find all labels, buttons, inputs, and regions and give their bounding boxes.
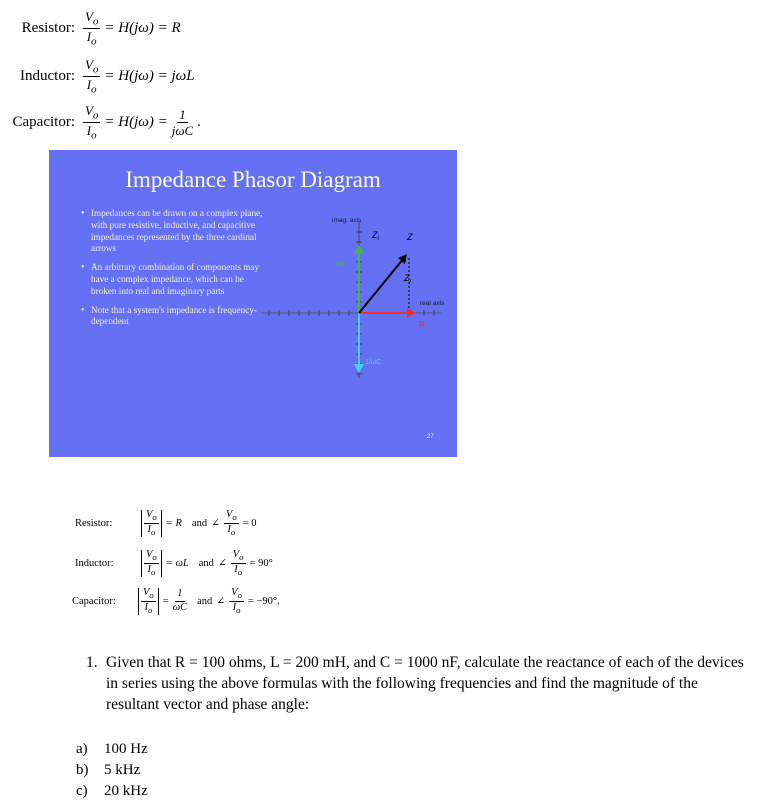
question-number: 1.	[86, 654, 98, 671]
z-label: Z	[407, 232, 413, 242]
zr-label: $Z_r$	[404, 273, 412, 285]
question-1	[86, 652, 746, 715]
formula-rhs: = H(jω) = jωL	[104, 68, 195, 85]
formula-label: Inductor:	[75, 557, 114, 569]
formula-rhs: = H(jω) =	[104, 114, 168, 131]
list-item: a) 100 Hz	[76, 741, 148, 757]
phasor-diagram	[49, 150, 457, 457]
formula-rhs: = H(jω) = R	[104, 20, 181, 37]
vo-over-io: $\frac{V_o}{I_o}$	[85, 9, 99, 49]
bullet-item: • Impedances can be drawn on a complex plane, with pure resistive, inductive, and capacitive impedances represented by the three cardinal arrows	[91, 208, 266, 255]
resistor-magnitude-phase: Resistor: $\frac{V_o}{I_o}$ = R and ∠ $\frac{V_o}{I_o}$ = 0	[75, 509, 257, 537]
vo-over-io: $\frac{V_o}{I_o}$	[85, 57, 99, 97]
question-text: Given that R = 100 ohms, L = 200 mH, and C = 1000 nF, calculate the reactance of each of the devices in series using the above formulas with the following frequencies and find the magnitude of the resultant vector and phase angle:	[106, 654, 744, 713]
answer-list	[76, 739, 148, 802]
bullet-item: • Note that a system's impedance is frequency-dependent	[91, 305, 266, 329]
real-axis-label: real axis	[420, 300, 445, 307]
formula-label: Inductor:	[20, 68, 75, 85]
capacitor-magnitude-phase: Capacitor: $\frac{V_o}{I_o}$ = $\frac{1}{\omega C}$ and ∠ $\frac{V_o}{I_o}$ = −90°.	[72, 587, 280, 615]
omega-l-label: ωL	[336, 261, 346, 268]
bullet-item: • An arbitrary combination of components may have a complex impedance, which can be broken into real and imaginary parts	[91, 262, 266, 297]
list-item: b) 5 kHz	[76, 762, 141, 778]
formula-label: Capacitor:	[72, 595, 116, 607]
resistor-transfer-formula	[0, 10, 181, 48]
r-label: R	[419, 320, 425, 329]
impedance-phasor-slide	[49, 150, 457, 457]
formula-label: Capacitor:	[12, 114, 75, 131]
one-over-jwc: $\frac{1}{\text{jωC}}$	[171, 107, 194, 139]
formula-label: Resistor:	[75, 517, 113, 529]
slide-title: Impedance Phasor Diagram	[125, 167, 381, 192]
vo-over-io: $\frac{V_o}{I_o}$	[85, 103, 99, 143]
zi-label: $Z_i$	[372, 230, 379, 242]
formula-label: Resistor:	[21, 20, 75, 37]
list-item: c) 20 kHz	[76, 783, 148, 799]
cap-label: 1/ωC	[365, 359, 382, 366]
capacitor-transfer-formula: Capacitor: $\frac{V_o}{I_o}$ = H(jω) = $\frac{1}{\text{jωC}}$ .	[0, 104, 201, 142]
slide-page-number: 27	[427, 434, 434, 440]
inductor-magnitude-phase: Inductor: $\frac{V_o}{I_o}$ = ωL and ∠ $\frac{V_o}{I_o}$ = 90°	[75, 549, 273, 577]
imag-axis-label: imag. axis	[332, 217, 362, 224]
inductor-transfer-formula	[0, 58, 195, 96]
